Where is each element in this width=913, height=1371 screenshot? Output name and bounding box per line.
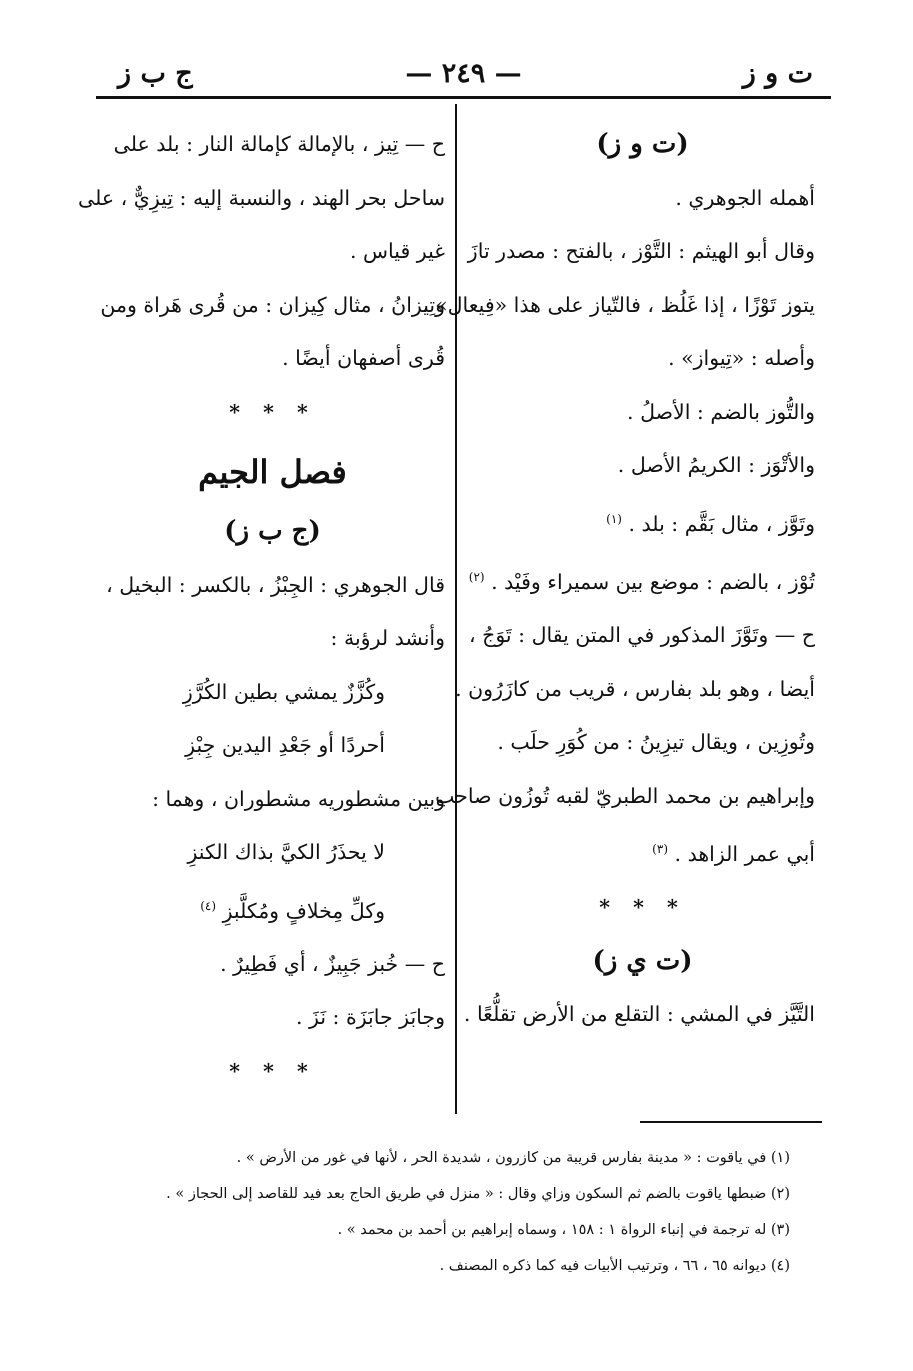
right-column: [421, 118, 815, 1042]
text-line: قُرى أصفهان أيضًا .: [282, 346, 445, 370]
verse-text: وكلِّ مِخلافٍ ومُكلَّبزِ: [222, 898, 385, 923]
text-line: والتُّوز بالضم : الأصلُ .: [627, 399, 815, 424]
footnote-mark: (٣): [652, 842, 668, 857]
text-segment: تُوْز ، بالضم : موضع بين سميراء وفَيْد .: [491, 569, 815, 594]
text-line: ح — تِيز ، بالإمالة كإمالة النار : بلد على: [113, 132, 445, 156]
text-line: قال الجوهري : الجِبْزُ ، بالكسر : البخيل ،: [106, 572, 445, 597]
text-line: وقال أبو الهيثم : التَّوْز ، بالفتح : مصدر تازَ: [467, 239, 815, 263]
text-line: أيضا ، وهو بلد بفارس ، قريب من كازَرُون .: [455, 676, 815, 701]
separator-stars: * * *: [229, 399, 316, 424]
text-line: وتُوزِين ، ويقال تيزِينُ : من كُوَرِ حلَب .: [497, 730, 815, 755]
column-divider: [455, 104, 457, 1114]
verse-line: وكُزَّزٌ يمشي بطين الكُرَّزِ: [182, 679, 385, 704]
text-line: ح — وتَوَّزَ المذكور في المتن يقال : تَوَجُ ،: [468, 623, 815, 648]
text-line: والأتْوَز : الكريمُ الأصل .: [617, 453, 815, 477]
entry-heading: (ت ي ز): [592, 945, 693, 976]
text-line: وإبراهيم بن محمد الطبريّ لقبه تُوزُون صاحب: [435, 783, 815, 808]
text-line: يتوز تَوْزًا ، إذا غَلُظ ، فالتّياز على هذا «فِيعال» ،: [421, 292, 815, 317]
header-root-right: ت و ز: [742, 58, 813, 89]
verse-line: أحردًا أو جَعْدِ اليدين جِبْزِ: [185, 733, 385, 757]
footnote-mark: (٢): [468, 569, 485, 584]
text-line: [470, 493, 815, 551]
separator-stars: * * *: [229, 1058, 316, 1083]
text-line: وتِيزانُ ، مثال كِيزان : من قُرى هَراة ومن: [100, 292, 445, 317]
footnotes: [150, 1140, 790, 1284]
text-line: وأنشد لرؤبة :: [330, 626, 445, 650]
text-line: غير قياس .: [349, 239, 445, 263]
page-header: [96, 52, 831, 92]
text-line: ح — خُبز جَبِيزٌ ، أي فَطِيرٌ .: [220, 951, 445, 976]
footnote-rule: [640, 1121, 822, 1123]
text-segment: أبي عمر الزاهد .: [674, 841, 815, 866]
text-line: التَّيَّز في المشي : التقلع من الأرض تقلُّعًا .: [463, 1002, 815, 1027]
text-line: [470, 551, 815, 609]
footnote: (٢) ضبطها ياقوت بالضم ثم السكون وزاي وقال : « منزل في طريق الحاج بعد فيد للقاصد إلى الحجاز » .: [166, 1186, 790, 1202]
footnote: (٤) ديوانه ٦٥ ، ٦٦ ، وترتيب الأبيات فيه كما ذكره المصنف .: [439, 1258, 790, 1274]
footnote: (١) في ياقوت : « مدينة بفارس قريبة من كازرون ، شديدة الحر ، لأنها في غور من الأرض » .: [236, 1150, 790, 1166]
text-line: أهمله الجوهري .: [675, 185, 815, 210]
section-title: فصل الجيم: [198, 453, 347, 491]
text-line: وجابَز جابَزَة : نَزَ .: [295, 1005, 445, 1030]
page-number: — ٢٤٩ —: [405, 58, 522, 89]
verse-line: [100, 880, 445, 938]
header-root-left: ج ب ز: [118, 58, 193, 89]
footnote: (٣) له ترجمة في إنباء الرواة ١ : ١٥٨ ، وسماه إبراهيم بن أحمد بن محمد » .: [337, 1222, 790, 1238]
verse-line: لا يحذَرُ الكيَّ بذاك الكنزِ: [187, 840, 385, 864]
footnote-mark: (١): [606, 511, 622, 526]
footnote-mark: (٤): [200, 898, 217, 913]
text-line: ساحل بحر الهند ، والنسبة إليه : تِيزِيٌّ ، على: [78, 185, 445, 210]
entry-heading: (ج ب ز): [224, 516, 321, 546]
separator-stars: * * *: [599, 895, 686, 920]
text-segment: وتَوَّز ، مثال بَقَّم : بلد .: [628, 511, 815, 536]
left-column: [78, 118, 445, 1098]
text-line: [470, 823, 815, 881]
text-line: وأصله : «تِيواز» .: [668, 346, 815, 370]
entry-heading: (ت و ز): [596, 129, 689, 159]
header-rule: [96, 96, 831, 99]
text-line: وبين مشطوريه مشطوران ، وهما :: [152, 786, 445, 811]
